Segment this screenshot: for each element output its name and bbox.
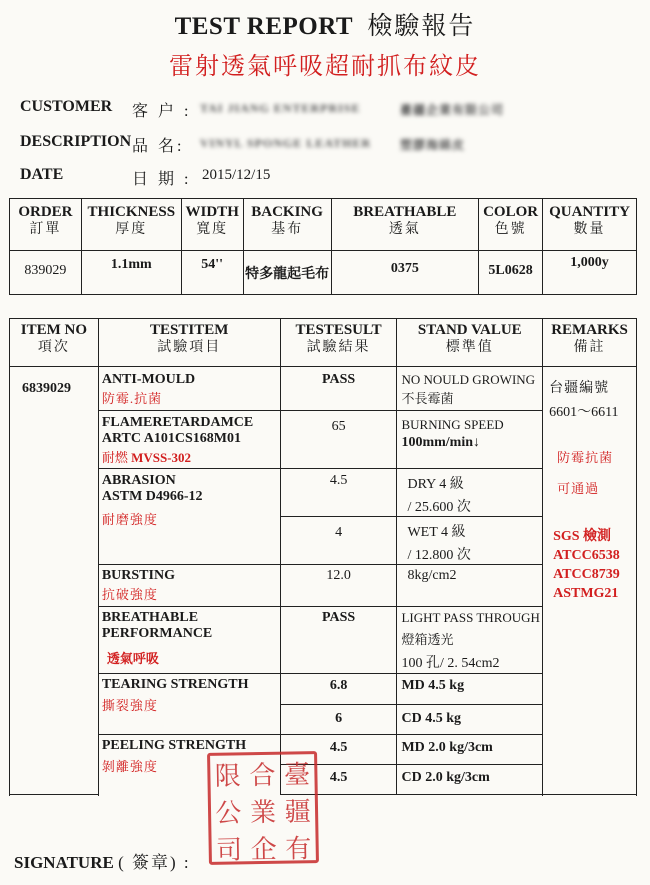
description-value-zh: 塑膠海綿皮 [400,138,466,152]
report-title [0,6,650,42]
date-label-zh: 日 期 : [132,171,192,188]
date-label: DATE [20,166,64,183]
color-header: COLOR 色號 [479,199,543,251]
tearing-result-md: 6.8 [280,674,397,705]
thickness-header: THICKNESS 厚度 [81,199,181,251]
item-no-header: ITEM NO 項次 [10,319,99,367]
tearing-standard-md: MD 4.5 kg [397,674,543,705]
abrasion-result-dry: 4.5 [280,469,397,517]
test-table [9,318,637,795]
color-value: 5L0628 [479,251,543,295]
customer-value: TAI JIANG ENTERPRISE [200,101,361,115]
tearing-standard-cd: CD 4.5 kg [397,705,543,735]
width-value: 54'' [181,251,243,295]
breathable-standard: LIGHT PASS THROUGH 燈箱透光 100 孔/ 2. 54cm2 [397,607,543,674]
flame-result: 65 [280,411,397,469]
backing-value: 特多龍起毛布 [243,251,331,295]
item-no-cell: 6839029 [10,367,99,795]
antimould-item: ANTI-MOULD 防霉.抗菌 [98,367,280,411]
breathable-value: 0375 [331,251,479,295]
peeling-standard-md: MD 2.0 kg/3cm [397,735,543,765]
description-label-zh: 品 名: [132,138,185,155]
peeling-standard-cd: CD 2.0 kg/3cm [397,765,543,795]
title-en: TEST REPORT [174,13,353,40]
flame-zh: 耐燃 [101,450,128,465]
breathable-item: BREATHABLE PERFORMANCE 透氣呼吸 [98,607,280,674]
quantity-value: 1,000y [543,251,637,295]
testitem-header: TESTITEM 試驗項目 [98,319,280,367]
order-header: ORDER 訂單 [10,199,82,251]
customer-value-zh: 臺疆企業有限公司 [400,103,505,117]
antimould-result: PASS [280,367,397,411]
signature-line [14,848,191,873]
signature-label-zh: ( 簽章) : [118,853,191,872]
standard-header: STAND VALUE 標準值 [397,319,543,367]
abrasion-standard-dry: DRY 4 級 / 25.600 次 [397,469,543,517]
thickness-value: 1.1mm [81,251,181,295]
remarks-header: REMARKS 備註 [543,319,637,367]
testresult-header: TESTESULT 試驗結果 [280,319,397,367]
tearing-result-cd: 6 [280,705,397,735]
peeling-result-cd: 4.5 [280,765,397,795]
peeling-result-md: 4.5 [280,735,397,765]
remarks-cell: 台疆編號 6601～6611 防霉抗菌 可通過 SGS 檢測 ATCC6538 ATCC8739 ASTMG21 [543,367,637,795]
quantity-header: QUANTITY 數量 [543,199,637,251]
company-seal-stamp: 限 合 臺 公 業 疆 司 企 有 [207,751,319,865]
description-label: DESCRIPTION [20,133,132,150]
width-header: WIDTH 寬度 [181,199,243,251]
backing-header: BACKING 基布 [243,199,331,251]
date-value: 2015/12/15 [202,167,271,183]
report-subtitle: 雷射透氣呼吸超耐抓布紋皮 [169,54,481,80]
flame-std-code: MVSS-302 [131,450,192,465]
abrasion-standard-wet: WET 4 級 / 12.800 次 [397,517,543,565]
antimould-standard: NO NOULD GROWING 不長霉菌 [397,367,543,411]
abrasion-result-wet: 4 [280,517,397,565]
bursting-standard: 8kg/cm2 [397,565,543,607]
order-table [9,198,637,295]
signature-label: SIGNATURE [14,853,114,872]
flame-standard: BURNING SPEED 100mm/min↓ [397,411,543,469]
bursting-result: 12.0 [280,565,397,607]
flame-item: FLAMERETARDAMCE ARTC A101CS168M01 耐燃 MVSS-302 [98,411,280,469]
customer-label: CUSTOMER [20,98,113,115]
order-value: 839029 [10,251,82,295]
customer-label-zh: 客 户 : [132,103,192,120]
abrasion-item: ABRASION ASTM D4966-12 耐磨強度 [98,469,280,565]
breathable-header: BREATHABLE 透氣 [331,199,479,251]
description-value: VINYL SPONGE LEATHER [200,136,372,150]
peeling-item: PEELING STRENGTH 剝離強度 [98,735,280,795]
tearing-item: TEARING STRENGTH 撕裂強度 [98,674,280,735]
title-zh: 檢驗報告 [367,13,476,40]
breathable-result: PASS [280,607,397,674]
bursting-item: BURSTING 抗破強度 [98,565,280,607]
